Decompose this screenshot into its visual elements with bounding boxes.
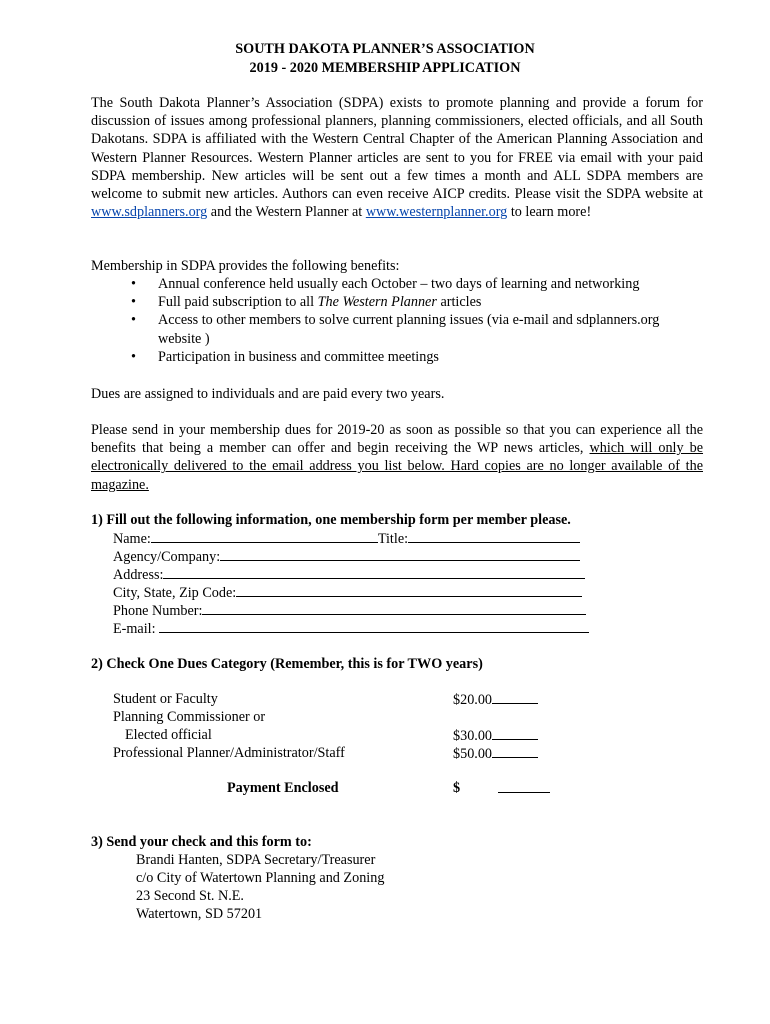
student-price: $20.00 (453, 692, 493, 708)
city-row (113, 583, 582, 602)
bullet-icon: • (131, 348, 136, 365)
commissioner-price-row (453, 726, 538, 745)
section1-heading: 1) Fill out the following information, one membership form per member please. (91, 512, 571, 528)
westernplanner-link[interactable]: www.westernplanner.org (365, 204, 508, 221)
bullet-icon: • (131, 312, 136, 329)
student-label: Student or Faculty (113, 691, 218, 707)
city-label: City, State, Zip Code: (113, 585, 237, 601)
intro-middle-text: and the Western Planner at (207, 204, 366, 221)
dues-note: Dues are assigned to individuals and are paid every two years. (91, 386, 445, 402)
document-subtitle: 2019 - 2020 MEMBERSHIP APPLICATION (249, 60, 521, 76)
professional-label: Professional Planner/Administrator/Staff (113, 745, 345, 761)
bullet-icon: • (131, 294, 136, 311)
intro-end-text: to learn more! (507, 204, 592, 221)
phone-row (113, 601, 586, 620)
commissioner-checkbox-field[interactable] (492, 726, 538, 740)
list-item: • Full paid subscription to all The Western Planner articles (131, 294, 482, 311)
mailing-address-line: Watertown, SD 57201 (136, 906, 263, 922)
document-title: SOUTH DAKOTA PLANNER’S ASSOCIATION (235, 41, 535, 57)
commissioner-label: Planning Commissioner or (113, 709, 266, 725)
section2-heading: 2) Check One Dues Category (Remember, this is for TWO years) (91, 656, 483, 672)
student-checkbox-field[interactable] (492, 690, 538, 704)
email-row (113, 619, 589, 638)
benefits-heading: Membership in SDPA provides the following benefits: (91, 258, 400, 274)
commissioner-price: $30.00 (453, 728, 493, 744)
email-label: E-mail: (113, 621, 160, 637)
sdplanners-link[interactable]: www.sdplanners.org (91, 204, 208, 221)
mailing-address-line: 23 Second St. N.E. (136, 888, 244, 904)
bullet-icon: • (131, 276, 136, 292)
professional-price: $50.00 (453, 746, 493, 762)
mailing-address-line: c/o City of Watertown Planning and Zoning (136, 870, 385, 886)
benefits-list (131, 275, 706, 366)
name-row (113, 529, 580, 548)
list-item: • Access to other members to solve current planning issues (via e-mail and sdplanners.org website ) (131, 312, 660, 347)
title-field[interactable] (408, 529, 580, 543)
student-price-row (453, 690, 538, 709)
mailing-address-line: Brandi Hanten, SDPA Secretary/Treasurer (136, 852, 376, 868)
address-field[interactable] (163, 565, 585, 579)
agency-field[interactable] (220, 547, 580, 561)
email-field[interactable] (159, 619, 589, 633)
professional-checkbox-field[interactable] (492, 744, 538, 758)
list-item: • Participation in business and committee meetings (131, 348, 439, 365)
phone-field[interactable] (202, 601, 586, 615)
phone-label: Phone Number: (113, 603, 203, 619)
payment-amount-field[interactable] (498, 779, 550, 793)
list-item: • Annual conference held usually each October – two days of learning and networking (131, 276, 640, 292)
address-label: Address: (113, 567, 164, 583)
section3-heading: 3) Send your check and this form to: (91, 834, 312, 850)
payment-symbol: $ (453, 780, 461, 796)
agency-label: Agency/Company: (113, 549, 221, 565)
electronic-delivery-notice: which will only be electronically delivered to the email address you list below. Hard copies are no longer available of the magazine. (91, 440, 704, 493)
city-field[interactable] (236, 583, 582, 597)
elected-official-label: Elected official (125, 727, 212, 743)
payment-row (498, 779, 550, 798)
professional-price-row (453, 744, 538, 763)
send-dues-paragraph: Please send in your membership dues for 2019-20 as soon as possible so that you can experience all the benefits that being a member can offer and begin receiving the WP news articles, which will only be electronically delivered to the email address you list below. Hard copies are no longer available of the magazine. (91, 422, 704, 493)
name-field[interactable] (151, 529, 378, 543)
payment-enclosed-label: Payment Enclosed (227, 780, 339, 796)
name-label: Name: (113, 531, 151, 547)
agency-row (113, 547, 580, 566)
title-label: Title: (377, 531, 409, 547)
address-row (113, 565, 585, 584)
intro-paragraph (91, 94, 703, 221)
intro-text: The South Dakota Planner’s Association (SDPA) exists to promote planning and provide a forum for discussion of issues among professional planners, planning commissioners, elected officials, and all South Dakotans. SDPA is affiliated with the Western Central Chapter of the American Planning Association and Western Planner Resources. Western Planner articles are sent to you for FREE via email with your paid SDPA membership. New articles will be sent out a few times a month and ALL SDPA members are welcome to submit new articles. Authors can even receive AICP credits. Please visit the SDPA website at (91, 95, 703, 203)
